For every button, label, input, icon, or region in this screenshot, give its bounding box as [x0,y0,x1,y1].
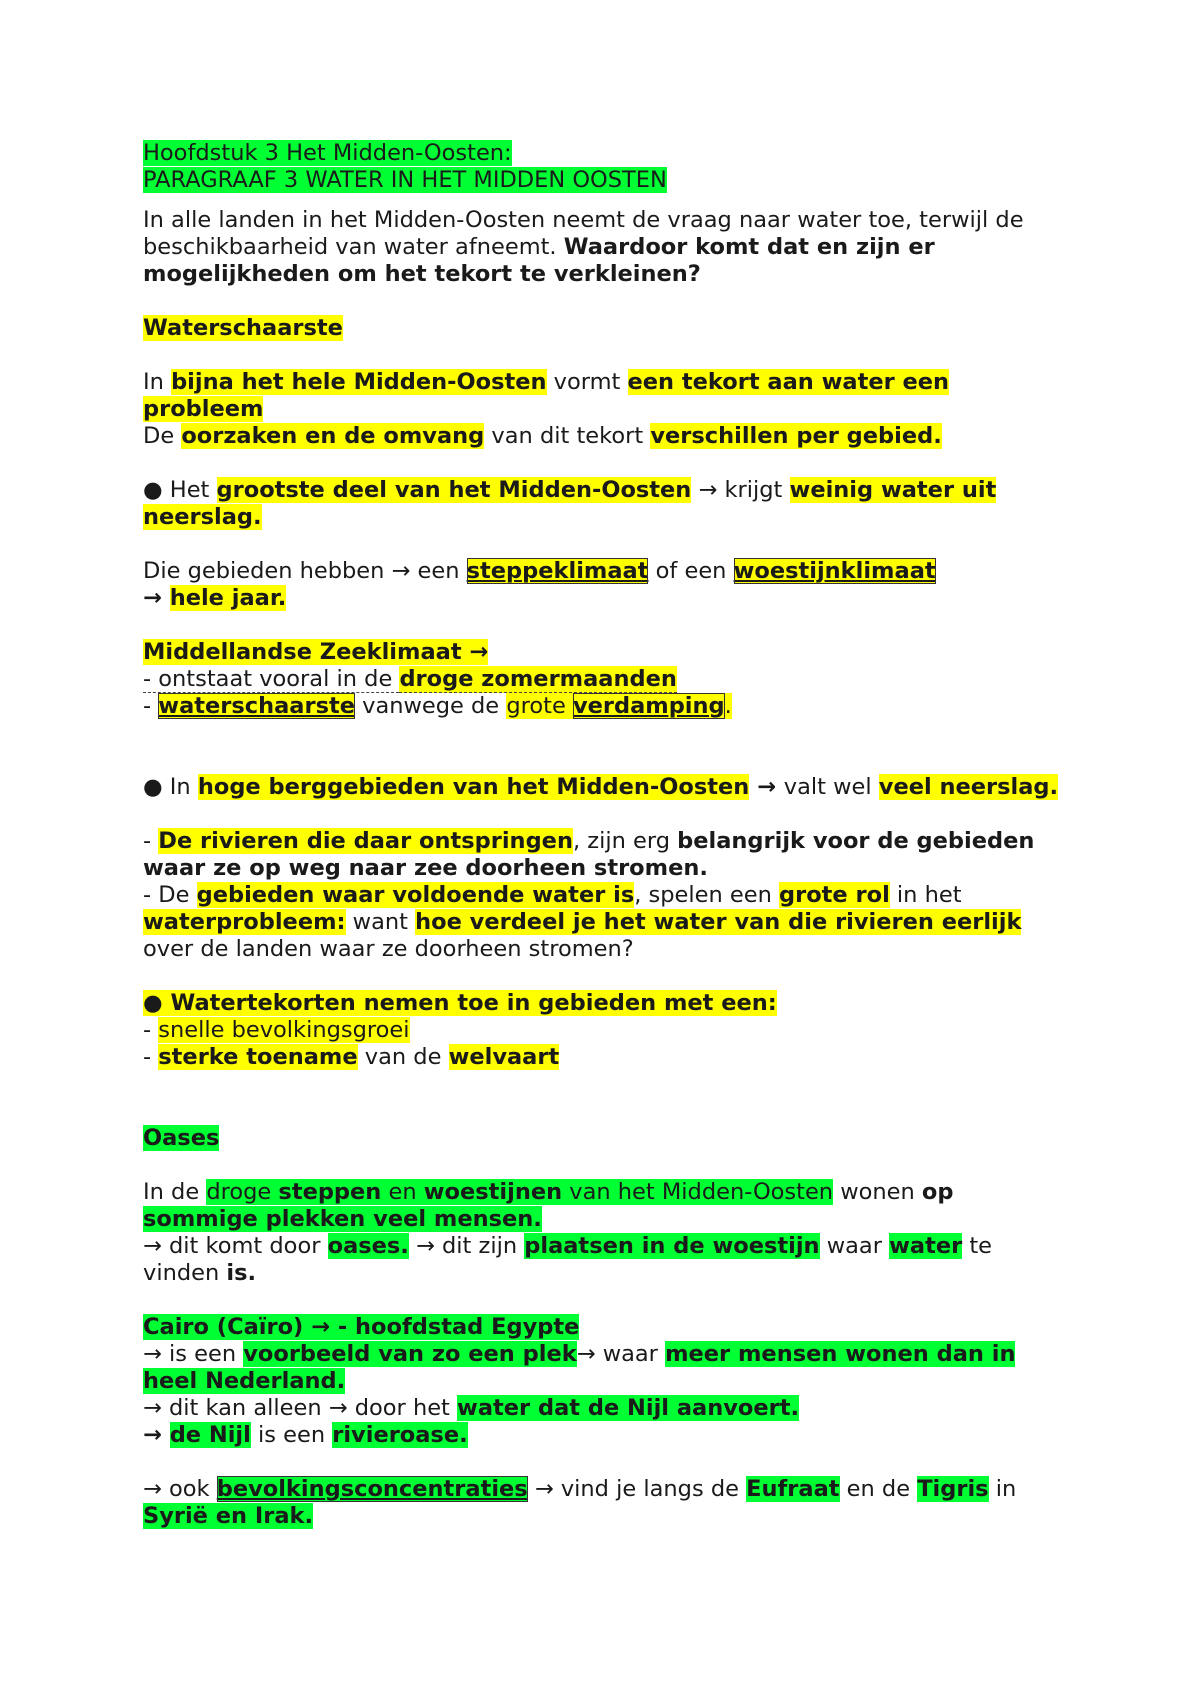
bullet-watertekorten: ● Watertekorten nemen toe in gebieden met een: [143,990,777,1016]
document-page [143,140,1068,1530]
watertekorten-2: - sterke toename van de welvaart [143,1044,560,1070]
rivieren-2b: waterprobleem: want hoe verdeel je het water van die rivieren eerlijk [143,909,1022,935]
klimaat-line-b: → hele jaar. [143,585,287,611]
intro-line-2: beschikbaarheid van water afneemt. Waardoor komt dat en zijn er [143,234,935,260]
middellandse-title: Middellandse Zeeklimaat → [143,639,489,665]
waterschaarste-p1: In bijna het hele Midden-Oosten vormt een tekort aan water een [143,369,950,395]
oases-p1b: sommige plekken veel mensen. [143,1206,542,1232]
oases-p2b: vinden is. [143,1260,257,1286]
bullet-grootste-deel: ● Het grootste deel van het Midden-Oosten → krijgt weinig water uit [143,477,997,503]
waterschaarste-p2: De oorzaken en de omvang van dit tekort verschillen per gebied. [143,423,942,449]
rivieren-2: - De gebieden waar voldoende water is, spelen een grote rol in het [143,882,962,908]
section-title-waterschaarste: Waterschaarste [143,315,343,341]
cairo-1: → is een voorbeeld van zo een plek→ waar meer mensen wonen dan in [143,1341,1016,1367]
paragraph-heading: PARAGRAAF 3 WATER IN HET MIDDEN OOSTEN [143,167,667,193]
section-title-oases: Oases [143,1125,220,1151]
bullet-grootste-deel-b: neerslag. [143,504,262,530]
intro-line-3: mogelijkheden om het tekort te verkleinen? [143,261,701,287]
intro-line-1: In alle landen in het Midden-Oosten neemt de vraag naar water toe, terwijl de [143,207,1024,233]
middellandse-1: - ontstaat vooral in de droge zomermaanden [143,666,677,692]
rivieren-2c: over de landen waar ze doorheen stromen? [143,936,634,962]
cairo-4b: Syrië en Irak. [143,1503,314,1529]
oases-p1: In de droge steppen en woestijnen van het Midden-Oosten wonen op [143,1179,954,1205]
klimaat-line: Die gebieden hebben → een steppeklimaat of een woestijnklimaat [143,558,936,584]
rivieren-1: - De rivieren die daar ontspringen, zijn erg belangrijk voor de gebieden [143,828,1035,854]
watertekorten-1: - snelle bevolkingsgroei [143,1017,410,1043]
cairo-4: → ook bevolkingsconcentraties → vind je langs de Eufraat en de Tigris in [143,1476,1017,1502]
cairo-1b: heel Nederland. [143,1368,346,1394]
bullet-berggebieden: ● In hoge berggebieden van het Midden-Oosten → valt wel veel neerslag. [143,774,1059,800]
rivieren-1b: waar ze op weg naar zee doorheen stromen. [143,855,708,881]
oases-p2: → dit komt door oases. → dit zijn plaatsen in de woestijn waar water te [143,1233,993,1259]
chapter-heading: Hoofdstuk 3 Het Midden-Oosten: [143,140,512,166]
cairo-title: Cairo (Caïro) → - hoofdstad Egypte [143,1314,580,1340]
cairo-2: → dit kan alleen → door het water dat de Nijl aanvoert. [143,1395,800,1421]
middellandse-2: - waterschaarste vanwege de grote verdamping. [143,693,732,719]
cairo-3: → de Nijl is een rivieroase. [143,1422,468,1448]
waterschaarste-p1b: probleem [143,396,264,422]
